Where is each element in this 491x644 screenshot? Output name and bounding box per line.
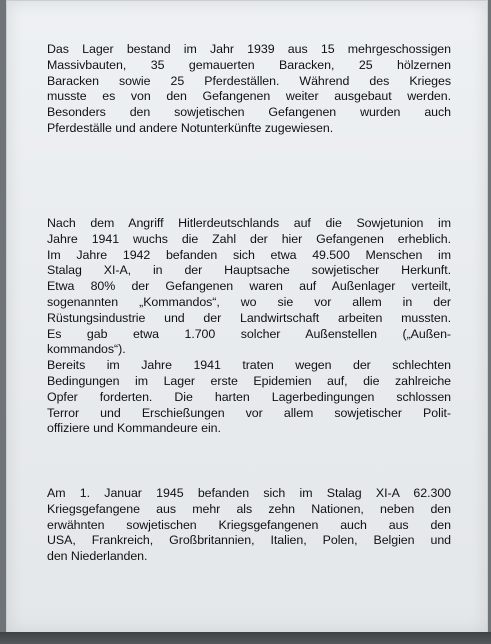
text-line: Stalag XI-A, in der Hauptsache sowjetischer Herkunft. xyxy=(47,263,451,278)
text-line: offiziere und Kommandeure ein. xyxy=(47,421,221,436)
text-line: Am 1. Januar 1945 befanden sich im Stalag XI-A 62.300 xyxy=(47,486,451,500)
text-line: Rüstungsindustrie und der Landwirtschaft arbeiten mussten. xyxy=(47,310,451,325)
text-line: USA, Frankreich, Großbritannien, Italien, Polen, Belgien und xyxy=(47,533,451,548)
text-line: musste es von den Gefangenen weiter ausgebaut werden. xyxy=(47,89,451,104)
paragraph-camp-buildings xyxy=(47,42,451,137)
text-line: Bereits im Jahre 1941 traten wegen der schlechten xyxy=(47,358,451,373)
text-line: kommandos“). xyxy=(47,342,126,357)
text-line: Opfer forderten. Die harten Lagerbedingungen schlossen xyxy=(47,389,451,404)
paragraph-prisoner-history xyxy=(47,216,451,437)
text-line: den Niederlanden. xyxy=(47,549,148,564)
text-line: Terror und Erschießungen vor allem sowjetischer Polit- xyxy=(47,405,451,420)
text-line: Es gab etwa 1.700 solcher Außenstellen („Außen- xyxy=(47,326,451,341)
text-line: Besonders den sowjetischen Gefangenen wurden auch xyxy=(47,105,451,120)
memorial-plaque xyxy=(6,0,488,634)
text-line: Pferdeställe und andere Notunterkünfte zugewiesen. xyxy=(47,120,334,135)
plaque-bottom-edge xyxy=(0,632,491,644)
text-line: Im Jahre 1942 befanden sich etwa 49.500 Menschen im xyxy=(47,247,451,262)
text-line: Jahre 1941 wuchs die Zahl der hier Gefangenen erheblich. xyxy=(47,231,451,246)
text-line: Nach dem Angriff Hitlerdeutschlands auf die Sowjetunion im xyxy=(47,216,451,230)
text-line: sogenannten „Kommandos“, wo sie vor allem in der xyxy=(47,294,451,309)
text-line: Massivbauten, 35 gemauerten Baracken, 25 hölzernen xyxy=(47,57,451,72)
text-line: Bedingungen im Lager erste Epidemien auf, die zahlreiche xyxy=(47,373,451,388)
text-line: Etwa 80% der Gefangenen waren auf Außenlager verteilt, xyxy=(47,279,451,294)
text-line: Das Lager bestand im Jahr 1939 aus 15 mehrgeschossigen xyxy=(47,42,451,56)
text-line: Kriegsgefangene aus mehr als zehn Nationen, neben den xyxy=(47,501,451,516)
paragraph-1945-census xyxy=(47,486,451,565)
text-line: erwähnten sowjetischen Kriegsgefangenen auch aus den xyxy=(47,517,451,532)
text-line: Baracken sowie 25 Pferdeställen. Während des Krieges xyxy=(47,73,451,88)
